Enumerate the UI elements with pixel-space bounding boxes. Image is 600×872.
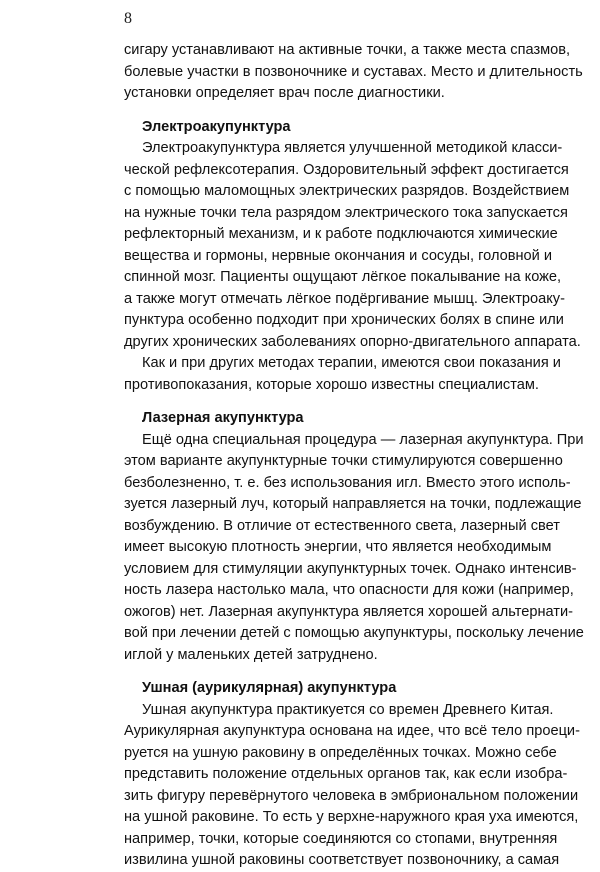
text-line: условием для стимуляции акупунктурных точек. Однако интенсив- xyxy=(124,560,577,577)
text-line: рефлекторный механизм, и к работе подключаются химические xyxy=(124,226,558,242)
text-line: установки определяет врач после диагностики. xyxy=(124,85,445,101)
text-line: вой при лечении детей с помощью акупунктуры, поскольку лечение xyxy=(124,625,584,641)
text-line: вещества и гормоны, нервные окончания и сосуды, головной и xyxy=(124,247,553,264)
paragraph xyxy=(124,353,561,396)
text-line: с помощью маломощных электрических разрядов. Воздействием xyxy=(124,183,570,199)
paragraph xyxy=(124,430,584,667)
text-line: зить фигуру перевёрнутого человека в эмбриональном положении xyxy=(124,787,579,804)
section-auricular-acupuncture xyxy=(124,678,580,872)
section-heading: Лазерная акупунктура xyxy=(142,410,304,426)
page-number: 8 xyxy=(124,10,132,27)
text-line: спинной мозг. Пациенты ощущают лёгкое покалывание на коже, xyxy=(124,269,562,285)
text-line: а также могут отмечать лёгкое подёргивание мышц. Электроаку- xyxy=(124,290,565,307)
section-electroacupuncture xyxy=(124,117,581,397)
text-line: Электроакупунктура является улучшенной методикой класси- xyxy=(142,140,563,156)
text-line: пунктура особенно подходит при хронических болях в спине или xyxy=(124,312,564,328)
text-line: Ещё одна специальная процедура — лазерная акупунктура. При xyxy=(142,431,584,448)
text-line: Аурикулярная акупунктура основана на идее, что всё тело проеци- xyxy=(124,723,580,739)
text-line: безболезненно, т. е. без использования игл. Вместо этого исполь- xyxy=(124,474,571,491)
text-line: Ушная акупунктура практикуется со времен Древнего Китая. xyxy=(142,701,554,718)
section-heading: Ушная (аурикулярная) акупунктура xyxy=(142,680,397,696)
text-line: ность лазера настолько мала, что опасности для кожи (например, xyxy=(124,582,574,598)
text-line: имеет высокую плотность энергии, что является необходимым xyxy=(124,539,552,555)
text-line: ожогов) нет. Лазерная акупунктура является хорошей альтернати- xyxy=(124,603,573,620)
text-line: извилина ушной раковины соответствует позвоночнику, а самая xyxy=(124,852,560,868)
text-line: на ушной раковине. То есть у верхне-наружного края уха имеются, xyxy=(124,809,579,825)
text-line: представить положение отдельных органов так, как если изобра- xyxy=(124,766,568,782)
text-line: зуется лазерный луч, который направляется на точки, подлежащие xyxy=(124,496,582,512)
section-heading: Электроакупунктура xyxy=(142,118,291,135)
text-line: этом варианте акупунктурные точки стимулируются совершенно xyxy=(124,453,563,469)
text-line: Как и при других методах терапии, имеются свои показания и xyxy=(142,355,561,371)
section-laser-acupuncture xyxy=(124,408,584,666)
text-line: иглой у маленьких детей затруднено. xyxy=(124,646,378,663)
page-content xyxy=(124,40,584,872)
text-line: возбуждению. В отличие от естественного света, лазерный свет xyxy=(124,517,560,534)
text-line: например, точки, которые соединяются со стопами, внутренняя xyxy=(124,830,558,847)
text-line: противопоказания, которые хорошо известны специалистам. xyxy=(124,376,539,393)
intro-paragraph xyxy=(124,40,583,105)
paragraph xyxy=(124,700,580,872)
text-line: других хронических заболеваниях опорно-двигательного аппарата. xyxy=(124,333,581,350)
text-line: сигару устанавливают на активные точки, а также места спазмов, xyxy=(124,42,571,58)
text-line: на нужные точки тела разрядом электрического тока запускается xyxy=(124,204,568,221)
text-line: ческой рефлексотерапия. Оздоровительный эффект достигается xyxy=(124,161,569,178)
text-line: болевые участки в позвоночнике и суставах. Место и длительность xyxy=(124,63,583,80)
paragraph xyxy=(124,138,581,353)
text-line: руется на ушную раковину в определённых точках. Можно себе xyxy=(124,744,557,761)
